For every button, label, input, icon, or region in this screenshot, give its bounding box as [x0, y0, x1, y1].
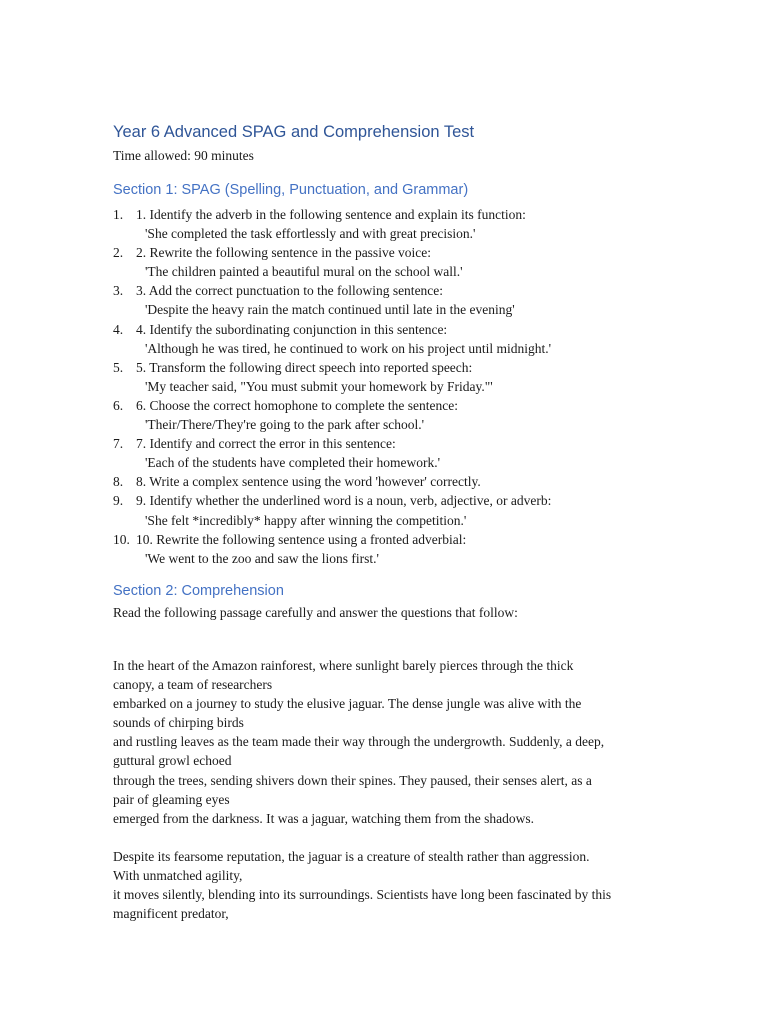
passage-line: In the heart of the Amazon rainforest, where sunlight barely pierces through the thick — [113, 658, 574, 673]
passage-line: Despite its fearsome reputation, the jaguar is a creature of stealth rather than aggression. — [113, 849, 590, 864]
question-number: 2. — [113, 245, 124, 261]
question-sentence: 'We went to the zoo and saw the lions first.' — [145, 550, 379, 566]
question-item — [113, 320, 673, 358]
question-number: 7. — [113, 436, 124, 452]
question-text: 2. Rewrite the following sentence in the passive voice: — [136, 245, 432, 261]
question-item — [113, 491, 673, 529]
question-sentence: 'Each of the students have completed their homework.' — [145, 455, 441, 471]
question-sentence: 'My teacher said, "You must submit your homework by Friday."' — [145, 378, 493, 394]
question-text: 9. Identify whether the underlined word is a noun, verb, adjective, or adverb: — [136, 493, 552, 509]
question-number: 10. — [113, 531, 130, 547]
time-allowed: Time allowed: 90 minutes — [113, 148, 254, 163]
question-item — [113, 358, 673, 396]
question-sentence: 'Their/There/They're going to the park after school.' — [145, 417, 425, 433]
question-number: 5. — [113, 359, 124, 375]
question-number: 8. — [113, 474, 124, 490]
passage-paragraph-2 — [113, 847, 673, 923]
question-text: 5. Transform the following direct speech into reported speech: — [136, 359, 473, 375]
question-text: 10. Rewrite the following sentence using a fronted adverbial: — [136, 531, 467, 547]
question-item — [113, 243, 673, 281]
question-item — [113, 205, 673, 243]
question-number: 3. — [113, 283, 124, 299]
question-text: 4. Identify the subordinating conjunction in this sentence: — [136, 321, 448, 337]
passage-line: magnificent predator, — [113, 906, 229, 922]
question-text: 1. Identify the adverb in the following sentence and explain its function: — [136, 207, 526, 222]
question-item — [113, 472, 673, 491]
passage-line: emerged from the darkness. It was a jaguar, watching them from the shadows. — [113, 810, 534, 826]
question-item — [113, 434, 673, 472]
question-number: 4. — [113, 321, 124, 337]
passage-paragraph-1 — [113, 656, 673, 828]
comprehension-instructions: Read the following passage carefully and answer the questions that follow: — [113, 605, 518, 620]
question-number: 1. — [113, 207, 124, 222]
passage-line: embarked on a journey to study the elusive jaguar. The dense jungle was alive with the — [113, 696, 582, 712]
section-2-heading: Section 2: Comprehension — [113, 583, 284, 599]
question-sentence: 'She felt *incredibly* happy after winning the competition.' — [145, 512, 467, 528]
question-item — [113, 530, 673, 568]
passage-line: sounds of chirping birds — [113, 715, 244, 731]
passage-line: guttural growl echoed — [113, 753, 232, 769]
passage-line: With unmatched agility, — [113, 868, 243, 884]
section-1-heading: Section 1: SPAG (Spelling, Punctuation, and Grammar) — [113, 182, 469, 198]
passage-line: and rustling leaves as the team made their way through the undergrowth. Suddenly, a deep, — [113, 734, 605, 750]
document-title: Year 6 Advanced SPAG and Comprehension Test — [113, 123, 475, 141]
passage-line: canopy, a team of researchers — [113, 677, 273, 693]
question-list — [113, 205, 673, 568]
question-number: 6. — [113, 397, 124, 413]
question-sentence: 'Although he was tired, he continued to work on his project until midnight.' — [145, 340, 552, 356]
question-text: 8. Write a complex sentence using the word 'however' correctly. — [136, 474, 481, 490]
question-text: 7. Identify and correct the error in this sentence: — [136, 436, 396, 452]
question-sentence: 'Despite the heavy rain the match continued until late in the evening' — [145, 302, 515, 318]
passage-line: through the trees, sending shivers down their spines. They paused, their senses alert, as a — [113, 772, 592, 788]
question-sentence: 'She completed the task effortlessly and with great precision.' — [145, 226, 476, 242]
question-item — [113, 396, 673, 434]
question-text: 6. Choose the correct homophone to complete the sentence: — [136, 397, 459, 413]
question-text: 3. Add the correct punctuation to the following sentence: — [136, 283, 444, 299]
passage-line: it moves silently, blending into its surroundings. Scientists have long been fascinated by this — [113, 887, 612, 903]
passage-line: pair of gleaming eyes — [113, 791, 230, 807]
question-number: 9. — [113, 493, 124, 509]
question-item — [113, 281, 673, 319]
question-sentence: 'The children painted a beautiful mural on the school wall.' — [145, 264, 463, 280]
